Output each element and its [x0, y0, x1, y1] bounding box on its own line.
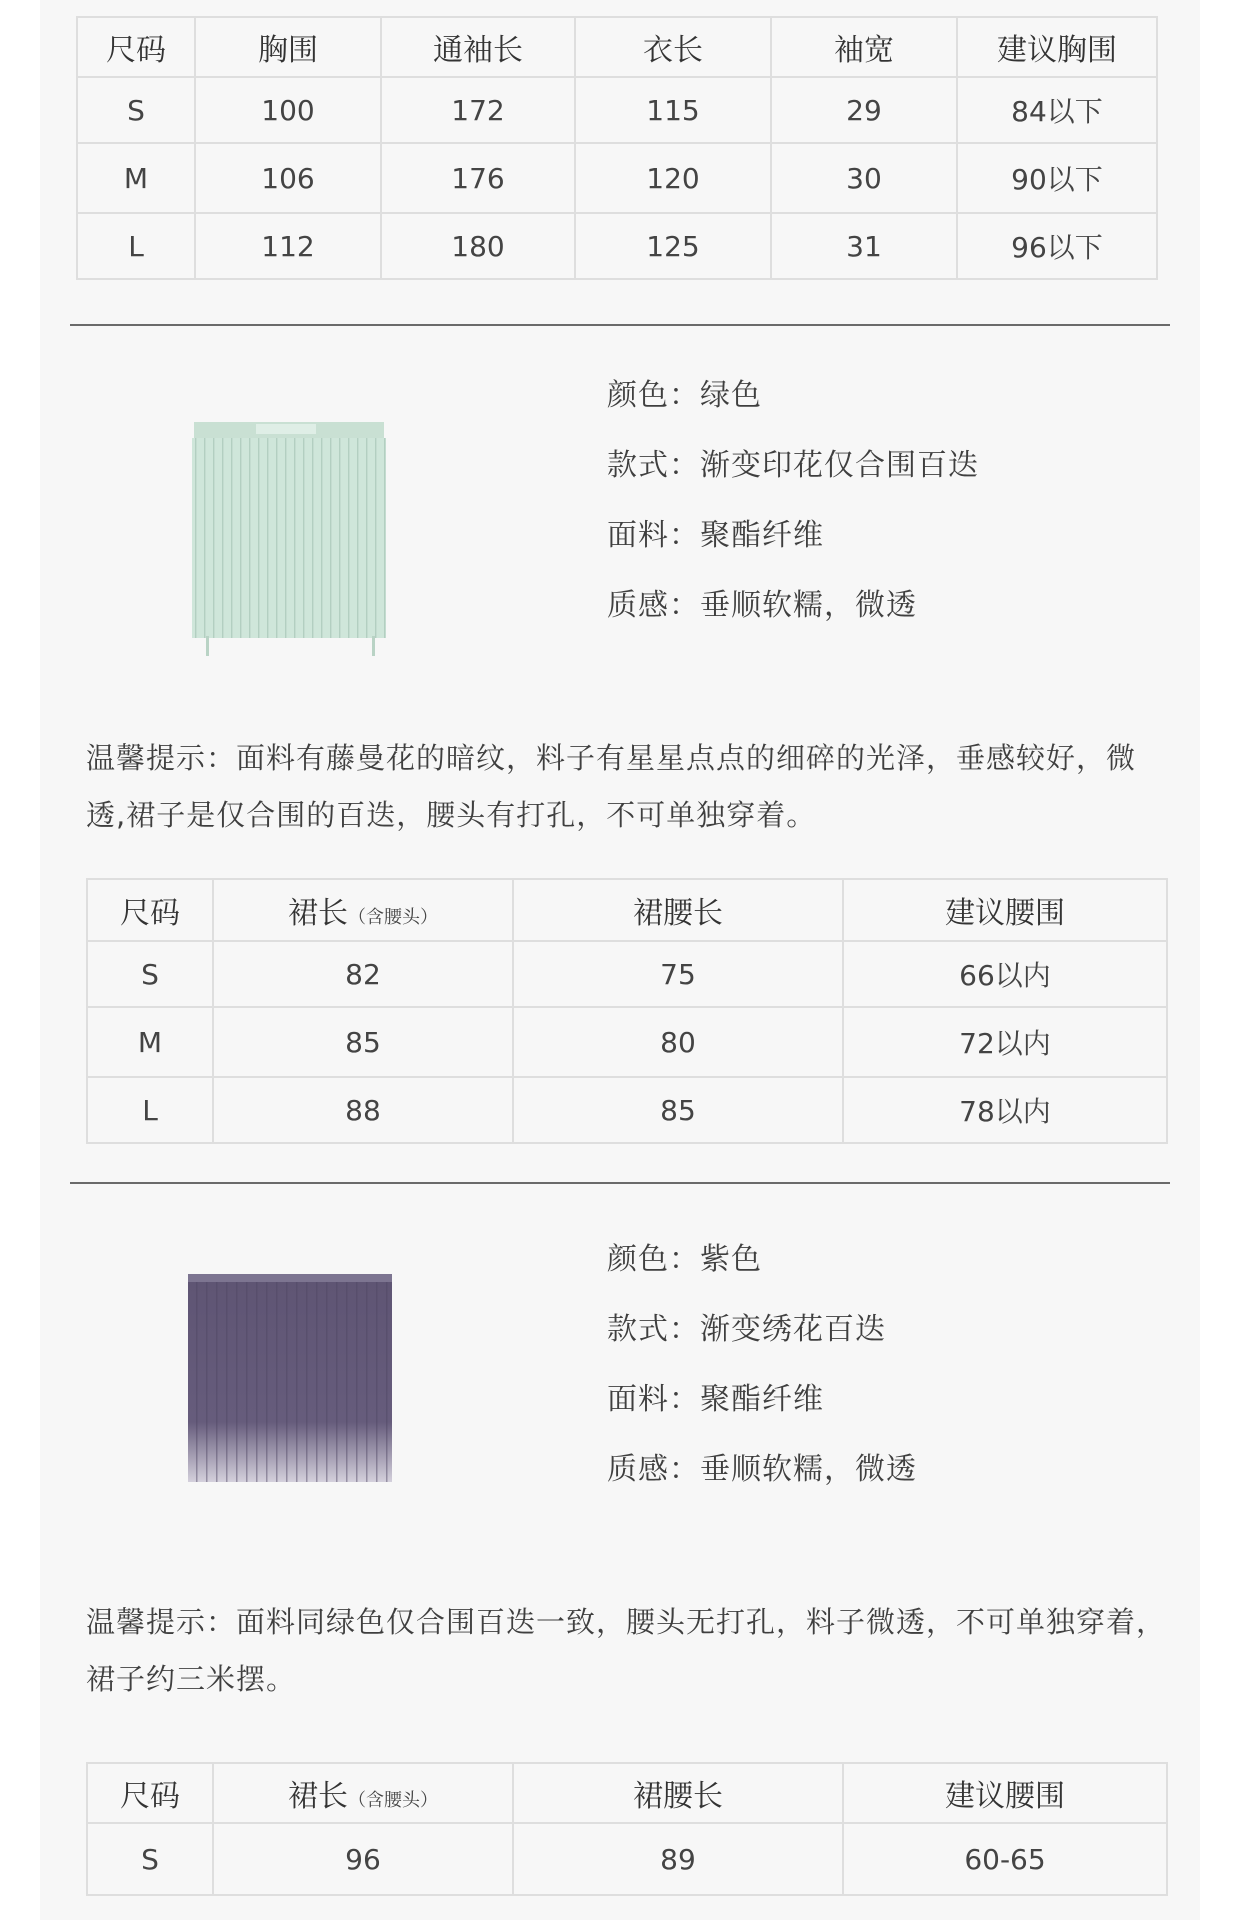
table-cell: 30 [771, 143, 957, 213]
header-cell: 尺码 [87, 879, 213, 941]
table-header-row [87, 879, 1167, 941]
purple-texture-attr: 质感：垂顺软糯，微透 [607, 1452, 917, 1487]
table-cell: 78以内 [843, 1077, 1167, 1143]
table-cell: 125 [575, 213, 771, 279]
header-cell: 尺码 [87, 1763, 213, 1823]
header-label: 裙长 [288, 1779, 348, 1814]
purple-fabric-attr: 面料：聚酯纤维 [607, 1382, 824, 1417]
table-cell: 60-65 [843, 1823, 1167, 1895]
table-cell: 88 [213, 1077, 513, 1143]
header-cell: 建议腰围 [843, 1763, 1167, 1823]
table-cell: S [77, 77, 195, 143]
header-cell: 裙腰长 [513, 1763, 843, 1823]
purple-color-attr: 颜色：紫色 [607, 1242, 762, 1277]
table-header-row [77, 17, 1157, 77]
table-cell: 29 [771, 77, 957, 143]
table-cell: S [87, 941, 213, 1007]
green-skirt-image [186, 416, 396, 656]
table-row [87, 1823, 1167, 1895]
header-cell: 通袖长 [381, 17, 575, 77]
table-cell: 82 [213, 941, 513, 1007]
header-cell: 衣长 [575, 17, 771, 77]
green-fabric-attr: 面料：聚酯纤维 [607, 518, 824, 553]
header-cell: 尺码 [77, 17, 195, 77]
table-cell: 80 [513, 1007, 843, 1077]
section-divider [70, 1182, 1170, 1184]
green-style-attr: 款式：渐变印花仅合围百迭 [607, 448, 979, 483]
table-cell: 120 [575, 143, 771, 213]
table-cell: 72以内 [843, 1007, 1167, 1077]
purple-note: 温馨提示：面料同绿色仅合围百迭一致，腰头无打孔，料子微透，不可单独穿着，裙子约三米摆。 [86, 1605, 1167, 1696]
table-cell: 96以下 [957, 213, 1157, 279]
size-table-green [86, 878, 1168, 1144]
header-cell [213, 879, 513, 941]
table-cell: 85 [213, 1007, 513, 1077]
table-cell: 115 [575, 77, 771, 143]
header-label: 裙长 [288, 896, 348, 931]
table-cell: 66以内 [843, 941, 1167, 1007]
table-cell: 106 [195, 143, 381, 213]
table-header-row [87, 1763, 1167, 1823]
table-cell: 96 [213, 1823, 513, 1895]
size-table-top [76, 16, 1158, 280]
header-cell: 裙腰长 [513, 879, 843, 941]
header-cell: 胸围 [195, 17, 381, 77]
table-row [77, 77, 1157, 143]
table-row [87, 1007, 1167, 1077]
table-cell: 180 [381, 213, 575, 279]
table-cell: L [87, 1077, 213, 1143]
header-note: （含腰头） [348, 907, 438, 928]
header-cell: 袖宽 [771, 17, 957, 77]
table-cell: 100 [195, 77, 381, 143]
table-cell: 84以下 [957, 77, 1157, 143]
green-texture-attr: 质感：垂顺软糯，微透 [607, 588, 917, 623]
header-note: （含腰头） [348, 1790, 438, 1811]
header-cell [213, 1763, 513, 1823]
table-cell: 112 [195, 213, 381, 279]
table-cell: 90以下 [957, 143, 1157, 213]
table-row [87, 941, 1167, 1007]
green-color-attr: 颜色：绿色 [607, 378, 762, 413]
table-cell: L [77, 213, 195, 279]
table-row [77, 143, 1157, 213]
table-cell: 172 [381, 77, 575, 143]
header-cell: 建议腰围 [843, 879, 1167, 941]
header-cell: 建议胸围 [957, 17, 1157, 77]
table-cell: 31 [771, 213, 957, 279]
table-cell: 85 [513, 1077, 843, 1143]
table-cell: M [77, 143, 195, 213]
table-row [77, 213, 1157, 279]
section-divider [70, 324, 1170, 326]
table-cell: 89 [513, 1823, 843, 1895]
table-cell: 75 [513, 941, 843, 1007]
size-table-purple [86, 1762, 1168, 1896]
table-cell: M [87, 1007, 213, 1077]
table-cell: S [87, 1823, 213, 1895]
green-note: 温馨提示：面料有藤曼花的暗纹，料子有星星点点的细碎的光泽，垂感较好，微透,裙子是仅合围的百迭，腰头有打孔，不可单独穿着。 [86, 741, 1137, 832]
table-cell: 176 [381, 143, 575, 213]
table-row [87, 1077, 1167, 1143]
purple-skirt-image [186, 1272, 396, 1492]
purple-style-attr: 款式：渐变绣花百迭 [607, 1312, 886, 1347]
